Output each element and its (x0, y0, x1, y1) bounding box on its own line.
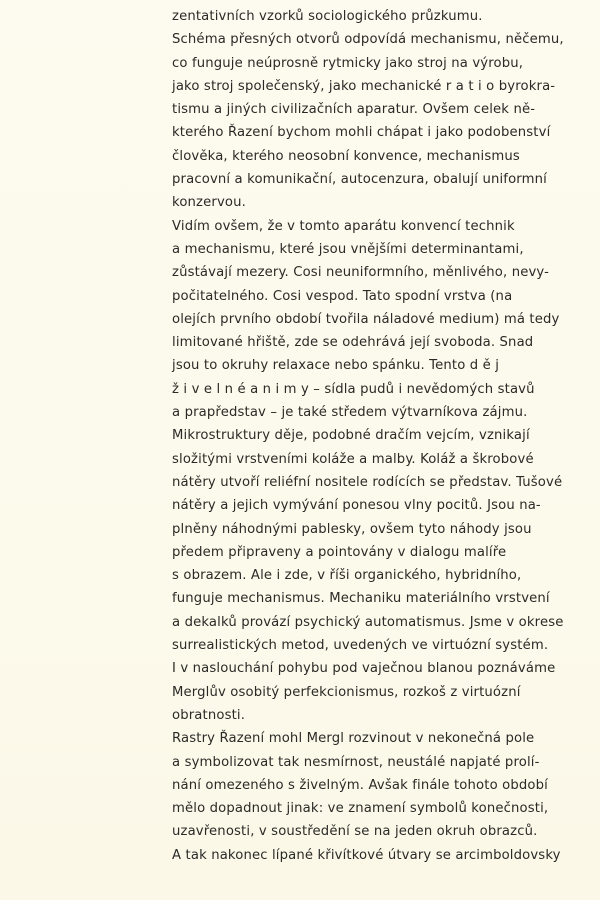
text-line: a mechanismu, které jsou vnějšími determinantami, (172, 241, 524, 257)
text-line: Merglův osobitý perfekcionismus, rozkoš z virtuózní (172, 684, 521, 700)
text-line: a symbolizovat tak nesmírnost, neustálé napjaté prolí- (172, 754, 540, 770)
text-line: surrealistických metod, uvedených ve virtuózní systém. (172, 638, 549, 654)
text-line: mělo dopadnout jinak: ve znamení symbolů konečnosti, (172, 801, 549, 817)
text-line: nátěry utvoří reliéfní nositele rodících se představ. Tušové (172, 474, 563, 490)
text-line: tismu a jiných civilizačních aparatur. Ovšem celek ně- (172, 102, 536, 118)
text-line: I v naslouchání pohybu pod vaječnou blanou poznáváme (172, 661, 556, 677)
text-line: pracovní a komunikační, autocenzura, obalují uniformní (172, 172, 547, 188)
text-line: nání omezeného s živelným. Avšak finále tohoto období (172, 777, 548, 793)
text-line: Rastry Řazení mohl Mergl rozvinout v nekonečná pole (172, 731, 535, 747)
text-line: zentativních vzorků sociologického průzkumu. (172, 9, 483, 24)
text-line: jako stroj společenský, jako mechanické r a t i o byrokra- (172, 78, 556, 94)
text-line: ž i v e l n é a n i m y – sídla pudů i nevědomých stavů (172, 381, 535, 397)
text-line: Schéma přesných otvorů odpovídá mechanismu, něčemu, (172, 32, 564, 48)
text-line: nátěry a jejich vymývání ponesou vlny pocitů. Jsou na- (172, 498, 541, 514)
text-line: složitými vrstveními koláže a malby. Koláž a škrobové (172, 451, 534, 467)
text-line: funguje mechanismus. Mechaniku materiálního vrstvení (172, 591, 550, 607)
text-line: limitované hřiště, zde se odehrává její svoboda. Snad (172, 335, 534, 351)
text-line: plněny náhodnými pablesky, ovšem tyto náhody jsou (172, 521, 532, 537)
text-line: s obrazem. Ale i zde, v říši organického, hybridního, (172, 568, 522, 584)
text-line: konzervou. (172, 195, 246, 211)
body-text (172, 5, 564, 867)
text-line: a dekalků provází psychický automatismus. Jsme v okrese (172, 614, 564, 630)
text-line: olejích prvního období tvořila náladové medium) má tedy (172, 311, 560, 327)
text-line: člověka, kterého neosobní konvence, mechanismus (172, 148, 520, 164)
text-line: obratnosti. (172, 707, 246, 723)
text-line: uzavřenosti, v soustředění se na jeden okruh obrazců. (172, 824, 538, 840)
text-line: A tak nakonec lípané křivítkové útvary se arcimboldovsky (172, 847, 561, 863)
text-line: Vidím ovšem, že v tomto aparátu konvencí technik (172, 218, 515, 234)
text-line: počitatelného. Cosi vespod. Tato spodní vrstva (na (172, 288, 513, 304)
text-line: předem připraveny a pointovány v dialogu malíře (172, 544, 507, 560)
text-line: co funguje neúprosně rytmicky jako stroj na výrobu, (172, 55, 524, 71)
text-line: kterého Řazení bychom mohli chápat i jako podobenství (172, 125, 551, 141)
text-line: Mikrostruktury děje, podobné dračím vejcím, vznikají (172, 428, 530, 444)
text-line: zůstávají mezery. Cosi neuniformního, měnlivého, nevy- (172, 265, 550, 281)
text-line: jsou to okruhy relaxace nebo spánku. Tento d ě j (172, 358, 500, 374)
text-line: a prapředstav – je také středem výtvarníkova zájmu. (172, 405, 528, 421)
